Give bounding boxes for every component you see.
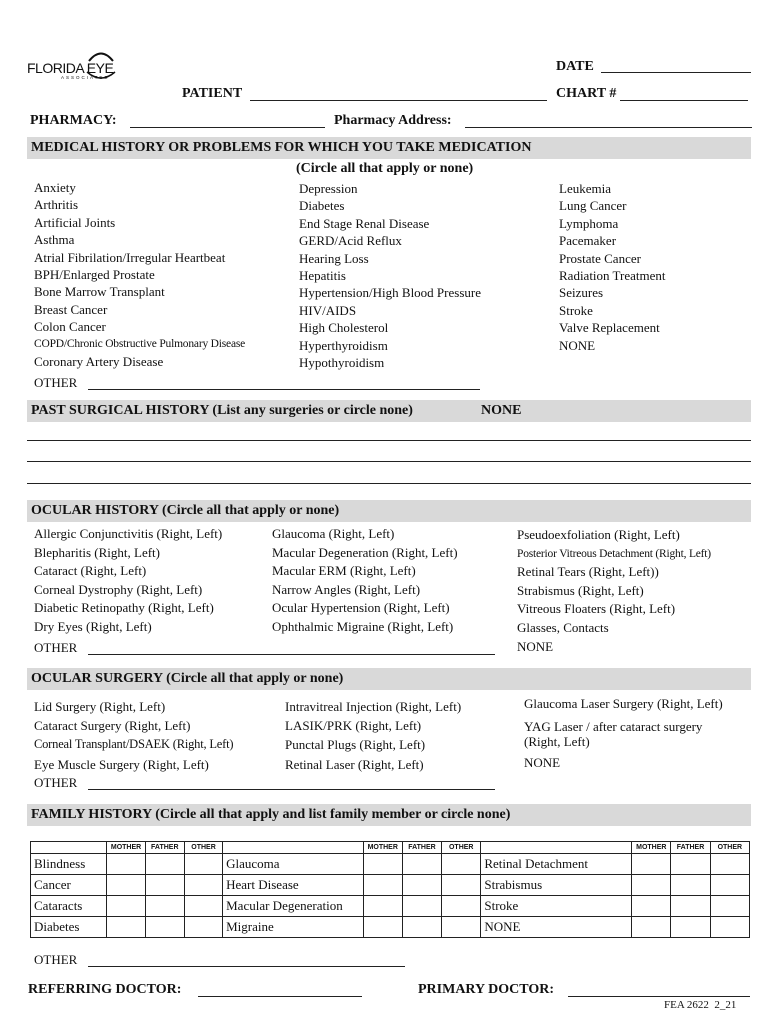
patient-label: PATIENT (182, 86, 243, 101)
ocular-item[interactable]: Vitreous Floaters (Right, Left) (517, 601, 676, 617)
medical-item[interactable]: Pacemaker (559, 233, 617, 249)
surgical-history-header (27, 400, 751, 422)
medical-item[interactable]: Depression (299, 181, 358, 196)
medical-item[interactable]: Atrial Fibrilation/Irregular Heartbeat (34, 249, 226, 265)
chart-label: CHART # (556, 86, 617, 101)
medical-item[interactable]: Hearing Loss (299, 250, 369, 266)
ocular-surgery-title: OCULAR SURGERY (Circle all that apply or none) (31, 671, 344, 686)
family-cell[interactable] (442, 896, 481, 917)
ocular-surgery-item[interactable]: Retinal Laser (Right, Left) (285, 756, 424, 772)
family-cell[interactable] (184, 875, 222, 896)
pharmacy-field[interactable] (130, 127, 325, 128)
medical-item[interactable]: HIV/AIDS (299, 302, 357, 318)
ocular-item[interactable]: Cataract (Right, Left) (34, 563, 147, 579)
family-condition[interactable]: Glaucoma (223, 854, 363, 875)
medical-item[interactable]: Hypertension/High Blood Pressure (299, 285, 481, 301)
medical-item[interactable]: Artificial Joints (34, 214, 116, 230)
medical-other-label: OTHER (34, 375, 78, 390)
referring-doctor-label: REFERRING DOCTOR: (28, 982, 182, 997)
form-code: FEA 2622 2_21 (664, 999, 737, 1011)
family-cell[interactable] (442, 917, 481, 938)
ocular-surgery-item[interactable]: Cataract Surgery (Right, Left) (34, 718, 191, 734)
ocular-surgery-item[interactable]: LASIK/PRK (Right, Left) (285, 718, 422, 734)
medical-item[interactable]: Hypothyroidism (299, 355, 385, 371)
medical-item[interactable]: Prostate Cancer (559, 250, 641, 266)
medical-item[interactable]: Stroke (559, 302, 593, 318)
ocular-col-3 (517, 526, 711, 656)
medical-item[interactable]: Hyperthyroidism (299, 337, 388, 353)
family-condition[interactable]: Cataracts (31, 896, 107, 917)
ocular-history-header (27, 500, 751, 522)
medical-item[interactable]: Radiation Treatment (559, 268, 666, 284)
family-history-table (30, 841, 750, 938)
ocular-surgery-item[interactable]: Lid Surgery (Right, Left) (34, 699, 166, 714)
family-condition[interactable]: Migraine (223, 917, 363, 938)
medical-item[interactable]: End Stage Renal Disease (299, 215, 430, 231)
surgical-line[interactable] (27, 461, 751, 462)
medical-item[interactable]: Seizures (559, 285, 604, 301)
pharmacy-address-label: Pharmacy Address: (334, 113, 452, 128)
family-header-mother: MOTHER (632, 842, 671, 854)
ocular-surgery-item[interactable]: Punctal Plugs (Right, Left) (285, 737, 426, 753)
family-condition[interactable]: Cancer (31, 875, 107, 896)
logo-subtext: ASSOCIATES (61, 75, 110, 80)
family-cell[interactable] (402, 896, 441, 917)
pharmacy-label: PHARMACY: (30, 113, 117, 128)
medical-other-field[interactable] (88, 389, 480, 390)
family-condition[interactable]: Blindness (31, 854, 107, 875)
medical-item[interactable]: NONE (559, 337, 596, 353)
ocular-item[interactable]: Diabetic Retinopathy (Right, Left) (34, 600, 214, 616)
referring-doctor-field[interactable] (198, 996, 362, 997)
surgical-history-title: PAST SURGICAL HISTORY (List any surgeries or circle none) (31, 403, 413, 418)
family-cell[interactable] (632, 917, 671, 938)
family-cell[interactable] (710, 875, 749, 896)
ocular-surgery-item[interactable]: Eye Muscle Surgery (Right, Left) (34, 756, 209, 772)
medical-item[interactable]: Lung Cancer (559, 198, 627, 214)
surgical-line[interactable] (27, 483, 751, 484)
family-header-father: FATHER (402, 842, 441, 854)
ocular-other-field[interactable] (88, 654, 495, 655)
family-cell[interactable] (363, 896, 402, 917)
family-cell[interactable] (671, 854, 710, 875)
family-cell[interactable] (145, 896, 184, 917)
ocular-surgery-other-field[interactable] (88, 789, 495, 790)
family-cell[interactable] (363, 917, 402, 938)
logo (27, 48, 142, 84)
ocular-item[interactable]: Blepharitis (Right, Left) (34, 544, 161, 560)
primary-doctor-label: PRIMARY DOCTOR: (418, 982, 555, 997)
medical-item[interactable]: Valve Replacement (559, 320, 660, 336)
family-header-mother: MOTHER (107, 842, 145, 854)
family-other-field[interactable] (88, 966, 405, 967)
family-cell[interactable] (671, 917, 710, 938)
ocular-item[interactable]: Strabismus (Right, Left) (517, 582, 644, 598)
medical-item[interactable]: Diabetes (299, 198, 345, 214)
family-header-mother: MOTHER (363, 842, 402, 854)
family-condition[interactable]: NONE (481, 917, 632, 938)
medical-col-1 (34, 179, 245, 370)
pharmacy-address-field[interactable] (465, 127, 752, 128)
medical-item[interactable]: Breast Cancer (34, 301, 108, 317)
family-header-empty (223, 842, 363, 854)
ocular-item[interactable]: Dry Eyes (Right, Left) (34, 618, 152, 634)
family-condition[interactable]: Retinal Detachment (481, 854, 632, 875)
family-cell[interactable] (632, 875, 671, 896)
medical-item[interactable]: Hepatitis (299, 268, 346, 284)
family-other-label: OTHER (34, 952, 78, 967)
medical-item[interactable]: Colon Cancer (34, 319, 106, 335)
medical-col-2 (299, 180, 481, 371)
family-header-other: OTHER (442, 842, 481, 854)
medical-item[interactable]: Lymphoma (559, 215, 619, 231)
medical-item[interactable]: GERD/Acid Reflux (299, 233, 402, 249)
ocular-item[interactable]: Pseudoexfoliation (Right, Left) (517, 527, 680, 542)
family-cell[interactable] (184, 854, 222, 875)
family-header-father: FATHER (671, 842, 710, 854)
ocular-item[interactable]: Glasses, Contacts (517, 619, 609, 635)
family-cell[interactable] (145, 854, 184, 875)
patient-field[interactable] (250, 100, 547, 101)
ocular-item[interactable]: Narrow Angles (Right, Left) (272, 581, 421, 597)
family-condition[interactable]: Heart Disease (223, 875, 363, 896)
ocular-surgery-other-label: OTHER (34, 775, 78, 790)
family-header-other: OTHER (184, 842, 222, 854)
family-header-father: FATHER (145, 842, 184, 854)
family-condition[interactable]: Stroke (481, 896, 632, 917)
ocular-item[interactable]: Posterior Vitreous Detachment (Right, Left) (517, 547, 711, 560)
family-cell[interactable] (710, 917, 749, 938)
ocular-item[interactable]: Glaucoma (Right, Left) (272, 526, 395, 541)
medical-history-subtitle: (Circle all that apply or none) (296, 161, 474, 176)
medical-item[interactable]: COPD/Chronic Obstructive Pulmonary Disease (34, 337, 246, 350)
medical-item[interactable]: Coronary Artery Disease (34, 354, 164, 370)
ocular-surgery-item[interactable]: Intravitreal Injection (Right, Left) (285, 699, 462, 714)
family-cell[interactable] (107, 854, 145, 875)
table-row (31, 854, 750, 875)
medical-item[interactable]: Asthma (34, 232, 75, 248)
ocular-history-title: OCULAR HISTORY (Circle all that apply or none) (31, 503, 340, 518)
ocular-item[interactable]: Retinal Tears (Right, Left)) (517, 564, 659, 580)
family-cell[interactable] (107, 917, 145, 938)
family-cell[interactable] (442, 854, 481, 875)
family-cell[interactable] (107, 875, 145, 896)
family-cell[interactable] (632, 896, 671, 917)
ocular-surgery-item[interactable]: Glaucoma Laser Surgery (Right, Left) (524, 696, 723, 711)
surgical-none-option[interactable]: NONE (481, 403, 522, 418)
family-history-title: FAMILY HISTORY (Circle all that apply and list family member or circle none) (31, 807, 511, 822)
family-cell[interactable] (402, 875, 441, 896)
family-cell[interactable] (184, 917, 222, 938)
family-header-other: OTHER (710, 842, 749, 854)
primary-doctor-field[interactable] (568, 996, 750, 997)
table-row (31, 875, 750, 896)
family-header-empty (481, 842, 632, 854)
ocular-surgery-item-continued: (Right, Left) (524, 734, 590, 749)
family-history-header (27, 804, 751, 826)
surgical-line[interactable] (27, 440, 751, 441)
chart-field[interactable] (620, 100, 748, 101)
ocular-surgery-item[interactable]: YAG Laser / after cataract surgery (524, 719, 703, 734)
ocular-item[interactable]: Macular Degeneration (Right, Left) (272, 544, 458, 560)
medical-item[interactable]: Leukemia (559, 181, 611, 196)
table-row (31, 917, 750, 938)
family-condition[interactable]: Macular Degeneration (223, 896, 363, 917)
medical-history-title: MEDICAL HISTORY OR PROBLEMS FOR WHICH YOU TAKE MEDICATION (31, 140, 532, 155)
ocular-item[interactable]: Ocular Hypertension (Right, Left) (272, 600, 450, 616)
medical-history-header (27, 137, 751, 159)
medical-item[interactable]: High Cholesterol (299, 320, 389, 336)
family-cell[interactable] (363, 875, 402, 896)
family-condition[interactable]: Diabetes (31, 917, 107, 938)
ocular-surgery-item[interactable]: Corneal Transplant/DSAEK (Right, Left) (34, 737, 234, 752)
family-cell[interactable] (363, 854, 402, 875)
medical-item[interactable]: Bone Marrow Transplant (34, 284, 165, 300)
family-condition[interactable]: Strabismus (481, 875, 632, 896)
medical-item[interactable]: Arthritis (34, 197, 79, 213)
ocular-surgery-col-1 (34, 697, 233, 774)
family-cell[interactable] (402, 854, 441, 875)
ocular-surgery-none-option[interactable]: NONE (524, 755, 561, 770)
ocular-item[interactable]: Macular ERM (Right, Left) (272, 563, 416, 579)
medical-col-3 (559, 180, 666, 354)
family-table-header-row (31, 842, 750, 854)
family-cell[interactable] (184, 896, 222, 917)
family-cell[interactable] (442, 875, 481, 896)
date-field[interactable] (601, 72, 751, 73)
family-cell[interactable] (671, 896, 710, 917)
logo-text: FLORIDA EYE (27, 60, 114, 76)
family-cell[interactable] (107, 896, 145, 917)
medical-item[interactable]: Anxiety (34, 180, 76, 195)
ocular-item[interactable]: Allergic Conjunctivitis (Right, Left) (34, 526, 223, 541)
ocular-col-1 (34, 525, 222, 637)
ocular-item[interactable]: Ophthalmic Migraine (Right, Left) (272, 618, 454, 634)
ocular-item[interactable]: Corneal Dystrophy (Right, Left) (34, 581, 203, 597)
ocular-surgery-header (27, 668, 751, 690)
table-row (31, 896, 750, 917)
ocular-item[interactable]: NONE (517, 638, 554, 654)
family-cell[interactable] (632, 854, 671, 875)
ocular-other-label: OTHER (34, 640, 78, 655)
ocular-col-2 (272, 525, 458, 637)
family-header-empty (31, 842, 107, 854)
family-cell[interactable] (710, 854, 749, 875)
family-cell[interactable] (710, 896, 749, 917)
medical-item[interactable]: BPH/Enlarged Prostate (34, 267, 155, 283)
family-cell[interactable] (671, 875, 710, 896)
family-cell[interactable] (145, 875, 184, 896)
family-cell[interactable] (402, 917, 441, 938)
ocular-surgery-col-2 (285, 697, 461, 774)
date-label: DATE (556, 59, 594, 74)
family-cell[interactable] (145, 917, 184, 938)
